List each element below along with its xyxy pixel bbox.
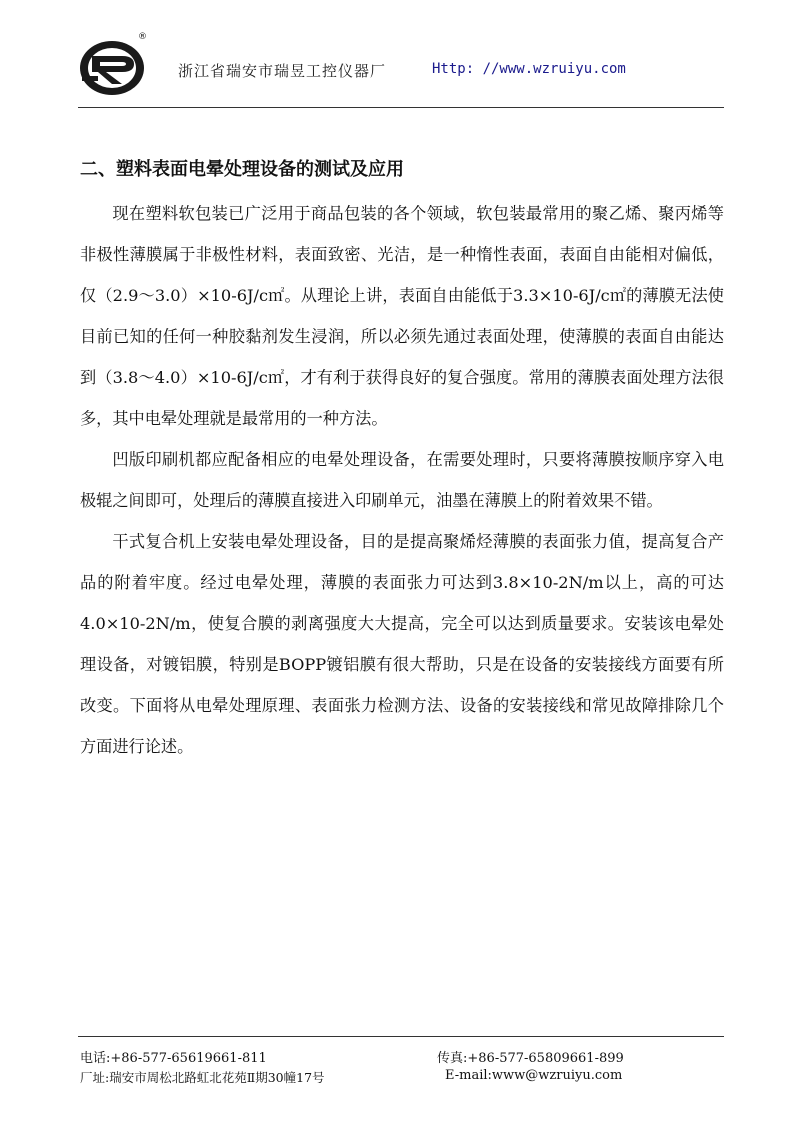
paragraph-1: 现在塑料软包装已广泛用于商品包装的各个领域，软包装最常用的聚乙烯、聚丙烯等非极性薄膜属于非极性材料，表面致密、光洁，是一种惰性表面，表面自由能相对偏低，仅（2.9～3.0）×10-6J/c㎡。从理论上讲，表面自由能低于3.3×10-6J/c㎡的薄膜无法使目前已知的任何一种胶黏剂发生浸润，所以必须先通过表面处理，使薄膜的表面自由能达到（3.8～4.0）×10-6J/c㎡，才有利于获得良好的复合强度。常用的薄膜表面处理方法很多，其中电晕处理就是最常用的一种方法。	[80, 204, 724, 428]
registered-mark: ®	[138, 32, 147, 42]
website-link[interactable]: Http: //www.wzruiyu.com	[432, 61, 626, 77]
footer-phone: 电话:+86-577-65619661-811	[80, 1051, 267, 1066]
page-header	[78, 34, 724, 104]
footer-fax: 传真:+86-577-65809661-899	[437, 1051, 624, 1066]
footer-email[interactable]: E-mail:www@wzruiyu.com	[445, 1068, 623, 1083]
section-title: 二、塑料表面电晕处理设备的测试及应用	[80, 159, 404, 180]
header-divider	[78, 107, 724, 108]
company-name: 浙江省瑞安市瑞昱工控仪器厂	[178, 62, 387, 80]
footer-address: 厂址:瑞安市周松北路虹北花苑Ⅱ期30幢17号	[80, 1070, 325, 1085]
footer-divider	[78, 1036, 724, 1037]
article-body	[80, 193, 724, 767]
company-logo	[78, 36, 150, 98]
paragraph-2: 凹版印刷机都应配备相应的电晕处理设备，在需要处理时，只要将薄膜按顺序穿入电极辊之间即可，处理后的薄膜直接进入印刷单元，油墨在薄膜上的附着效果不错。	[80, 450, 724, 510]
paragraph-3: 干式复合机上安装电晕处理设备，目的是提高聚烯烃薄膜的表面张力值，提高复合产品的附着牢度。经过电晕处理，薄膜的表面张力可达到3.8×10-2N/m以上，高的可达4.0×10-2N/m，使复合膜的剥离强度大大提高，完全可以达到质量要求。安装该电晕处理设备，对镀铝膜，特别是BOPP镀铝膜有很大帮助，只是在设备的安装接线方面要有所改变。下面将从电晕处理原理、表面张力检测方法、设备的安装接线和常见故障排除几个方面进行论述。	[80, 532, 724, 756]
